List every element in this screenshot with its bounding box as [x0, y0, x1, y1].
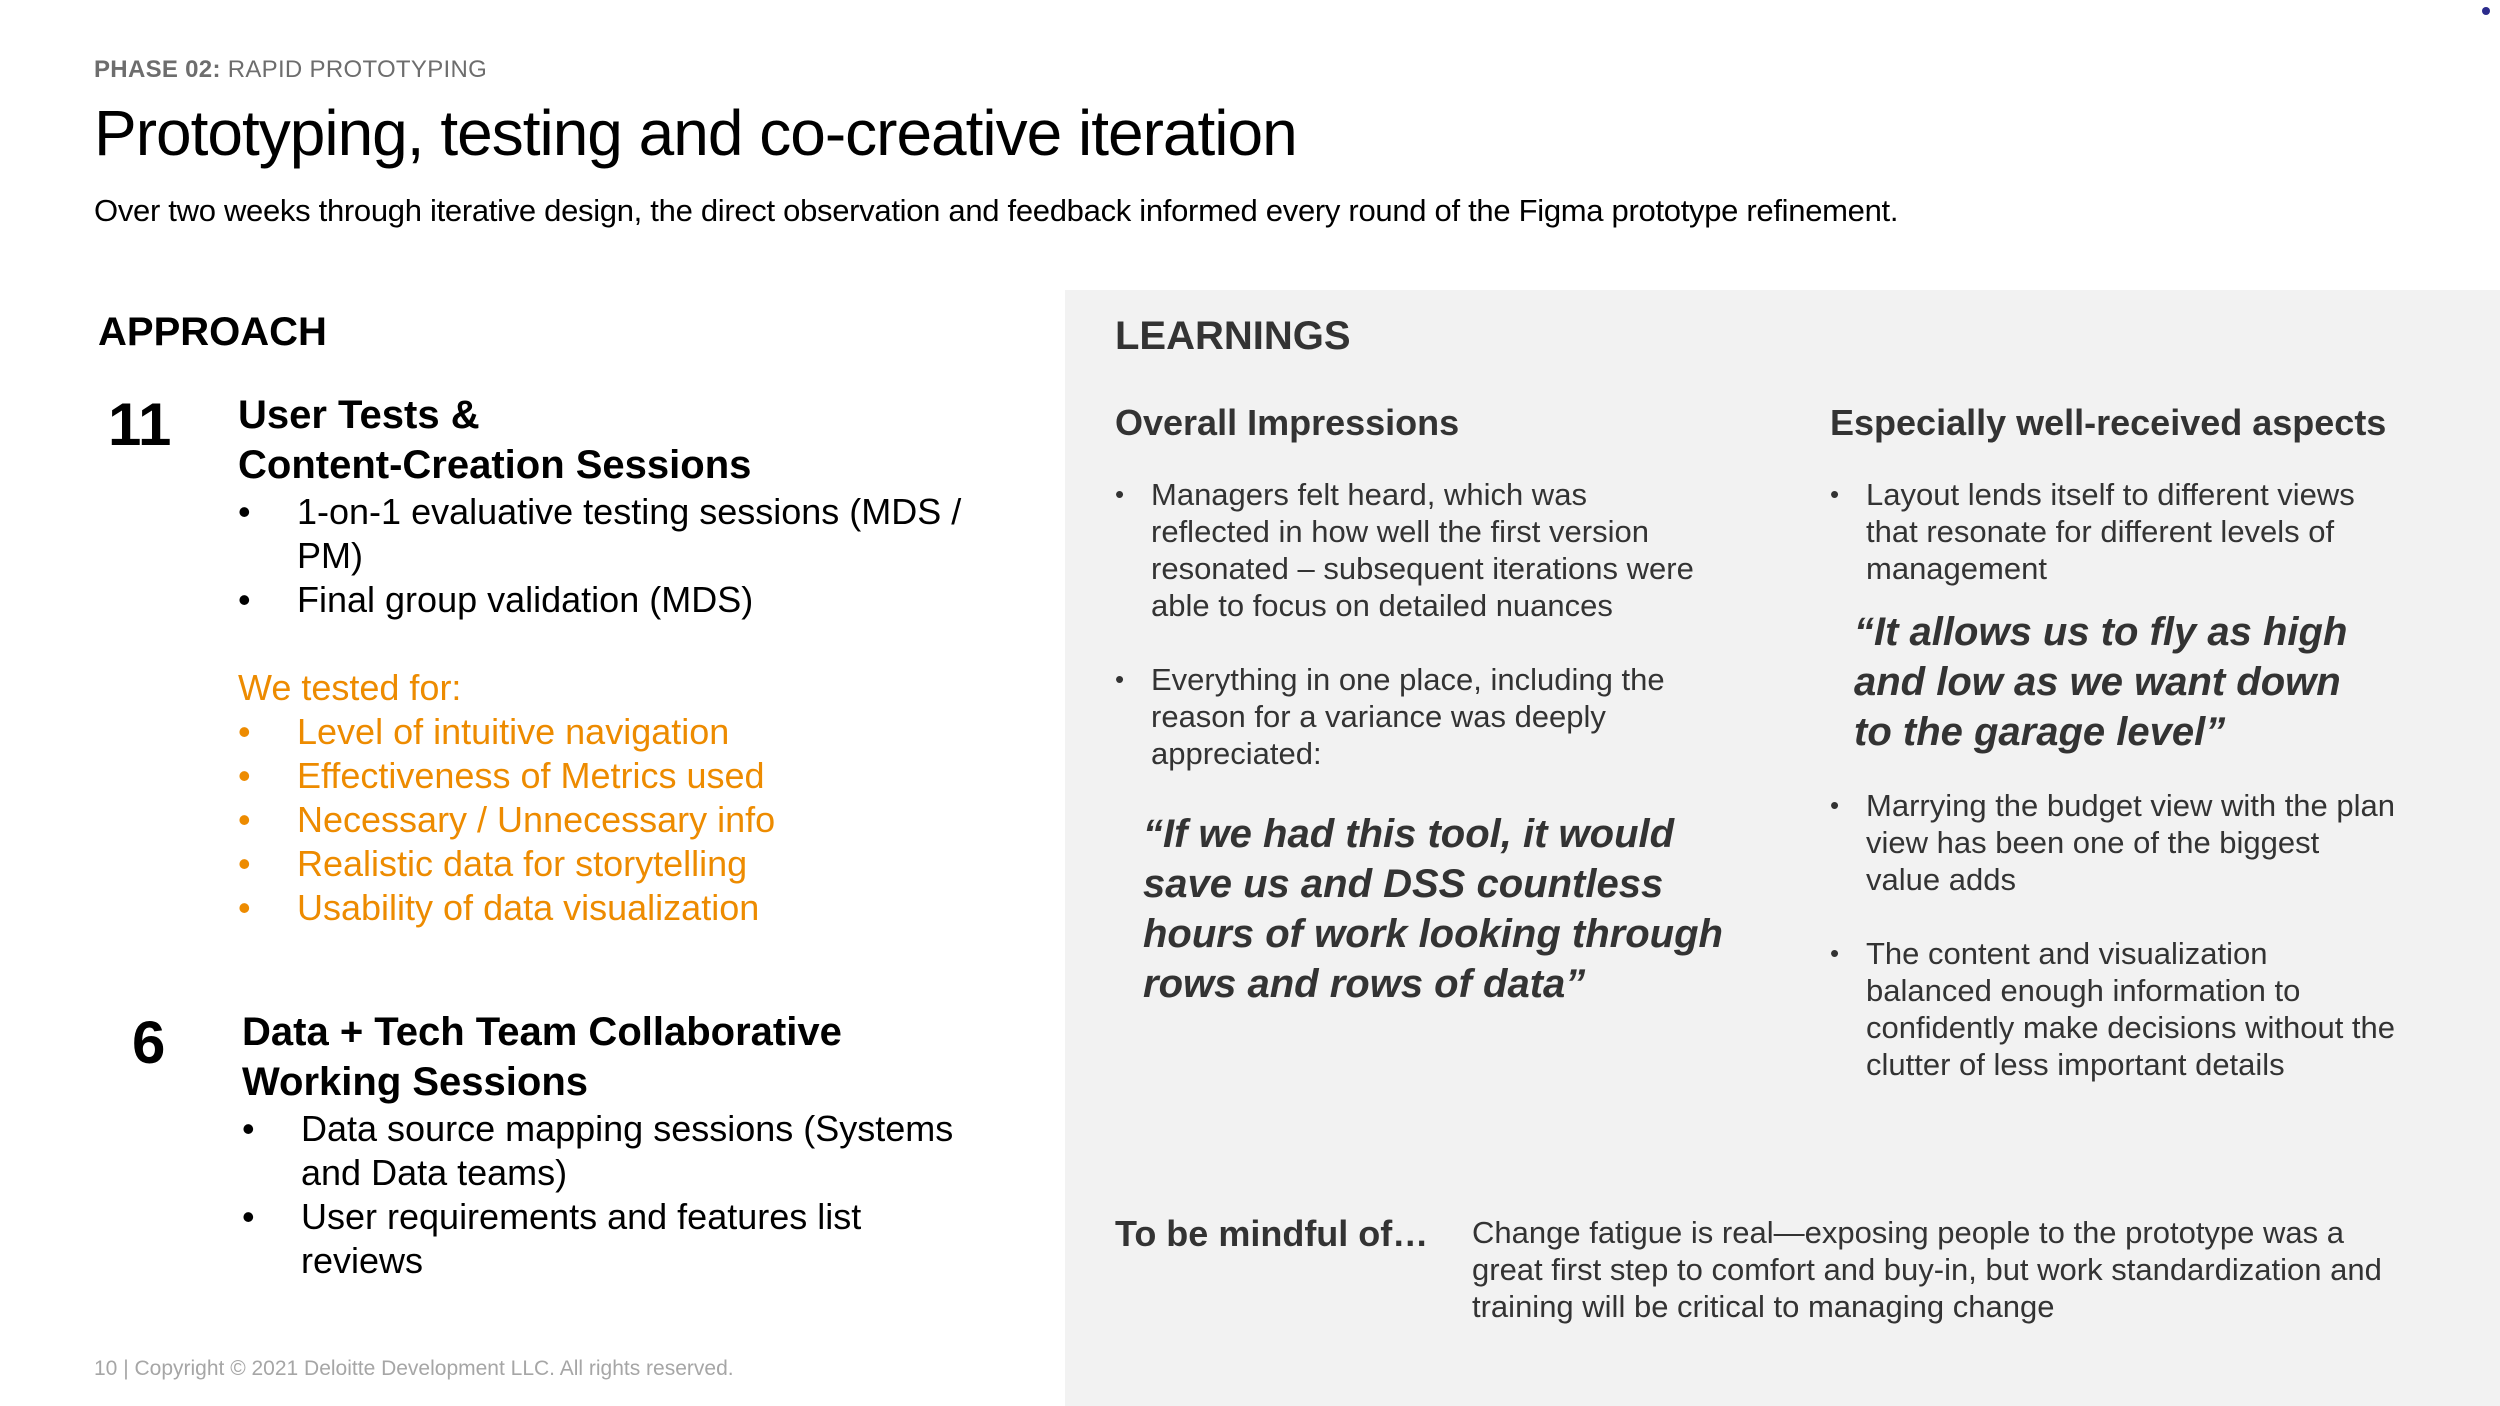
- list-item: • Layout lends itself to different views that resonate for different levels of management: [1830, 476, 2396, 587]
- list-item: • Necessary / Unnecessary info: [238, 798, 998, 842]
- mindful-text: Change fatigue is real—exposing people to the prototype was a great first step to comfort and buy-in, but work standardization and training will be critical to managing change: [1472, 1215, 2382, 1324]
- list-item: • User requirements and features list reviews: [242, 1195, 982, 1283]
- list-item: • Effectiveness of Metrics used: [238, 754, 998, 798]
- list-item: • The content and visualization balanced enough information to confidently make decisions without the clutter of less important details: [1830, 935, 2396, 1083]
- well-received-heading: Especially well-received aspects: [1830, 402, 2387, 443]
- user-tests-title-line2: Content-Creation Sessions: [238, 443, 752, 487]
- tested-for-heading: We tested for:: [238, 667, 462, 708]
- collab-sessions-bullets: [242, 1107, 982, 1283]
- phase-label: [94, 56, 487, 84]
- overall-impressions-column: [1115, 402, 1735, 1009]
- list-item: • Managers felt heard, which was reflected in how well the first version resonated – subsequent iterations were able to focus on detailed nuances: [1115, 476, 1696, 624]
- tested-for-list: [238, 710, 998, 930]
- user-tests-title-line1: User Tests &: [238, 393, 480, 437]
- list-item: • Everything in one place, including the reason for a variance was deeply appreciated:: [1115, 661, 1696, 772]
- page-title: Prototyping, testing and co-creative iteration: [94, 97, 1297, 169]
- collab-sessions-count: 6: [132, 1009, 166, 1076]
- overall-impressions-heading: Overall Impressions: [1115, 402, 1460, 443]
- phase-number: PHASE 02:: [94, 56, 221, 83]
- overall-quote: “If we had this tool, it would save us and DSS countless hours of work looking through rows and rows of data”: [1143, 812, 1723, 1006]
- collab-sessions-title-line2: Working Sessions: [242, 1060, 589, 1104]
- well-received-column: [1830, 402, 2430, 1120]
- corner-dot: [2482, 7, 2490, 15]
- list-item: • Data source mapping sessions (Systems and Data teams): [242, 1107, 982, 1195]
- collab-sessions-section: [242, 1007, 982, 1283]
- approach-heading: APPROACH: [98, 310, 327, 354]
- list-item: • Marrying the budget view with the plan view has been one of the biggest value adds: [1830, 787, 2396, 898]
- list-item: • Realistic data for storytelling: [238, 842, 998, 886]
- page-subtitle: Over two weeks through iterative design, the direct observation and feedback informed every round of the Figma prototype refinement.: [94, 193, 1899, 228]
- well-received-list-continued: [1830, 787, 2430, 1083]
- list-item: • Usability of data visualization: [238, 886, 998, 930]
- well-received-quote: “It allows us to fly as high and low as we want down to the garage level”: [1854, 610, 2348, 754]
- overall-impressions-list: [1115, 476, 1735, 772]
- user-tests-section: [238, 390, 998, 930]
- learnings-heading: LEARNINGS: [1115, 314, 1351, 358]
- list-item: • Level of intuitive navigation: [238, 710, 998, 754]
- phase-name: RAPID PROTOTYPING: [227, 56, 488, 83]
- list-item: • Final group validation (MDS): [238, 578, 998, 622]
- list-item: • 1-on-1 evaluative testing sessions (MDS / PM): [238, 490, 998, 578]
- user-tests-count: 11: [108, 391, 172, 458]
- well-received-list: [1830, 476, 2430, 587]
- user-tests-bullets: [238, 490, 998, 622]
- mindful-heading: To be mindful of…: [1115, 1213, 1429, 1254]
- footer-copyright: 10 | Copyright © 2021 Deloitte Development LLC. All rights reserved.: [94, 1357, 734, 1380]
- collab-sessions-title-line1: Data + Tech Team Collaborative: [242, 1010, 842, 1054]
